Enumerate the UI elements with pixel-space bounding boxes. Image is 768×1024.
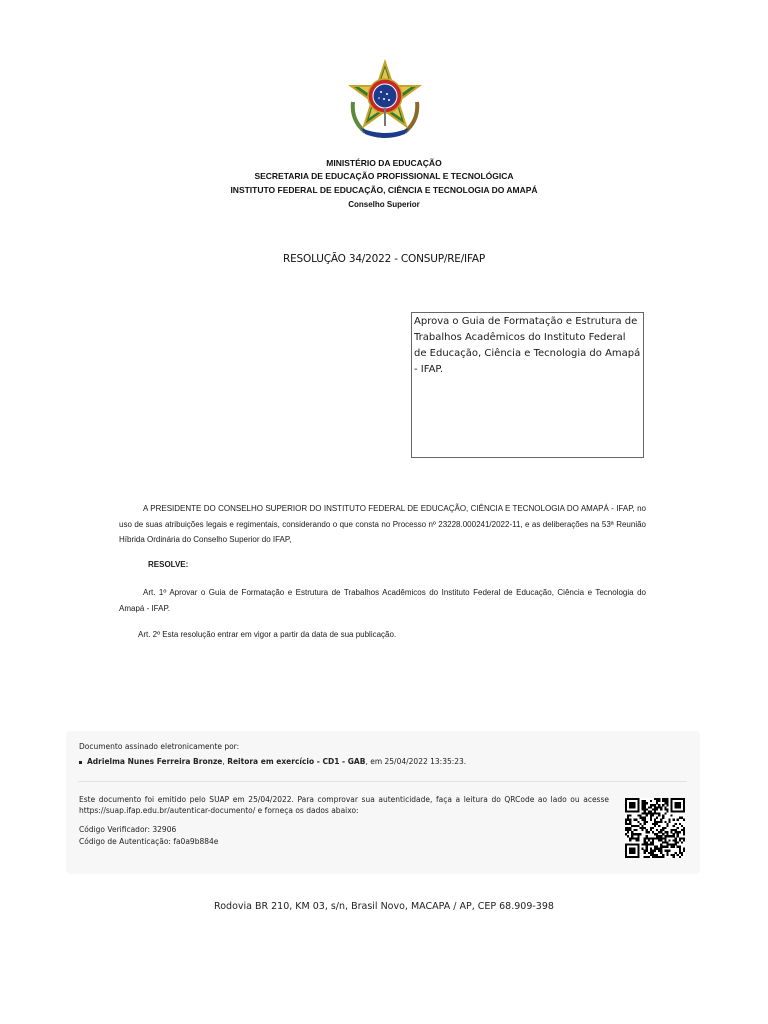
resolve-heading: RESOLVE: [148,560,189,569]
footer-address: Rodovia BR 210, KM 03, s/n, Brasil Novo, MACAPA / AP, CEP 68.909-398 [214,901,554,912]
qr-code-icon[interactable] [625,798,685,858]
authentication-code: Código de Autenticação: fa0a9b884e [79,837,219,846]
verifier-code: Código Verificador: 32906 [79,825,177,834]
brazil-coat-of-arms-icon [343,58,427,142]
article-2-paragraph: Art. 2º Esta resolução entrar em vigor a partir da data de sua publicação. [138,630,397,639]
signer-line: Adrielma Nunes Ferreira Bronze, Reitora em exercício - CD1 - GAB, em 25/04/2022 13:35:23. [79,757,466,766]
preamble-paragraph [119,501,646,548]
authentication-text: Este documento foi emitido pelo SUAP em 25/04/2022. Para comprovar sua autenticidade, faça a leitura do QRCode ao lado ou acesse https://suap.ifap.edu.br/autenticar-documento/ e forneça os dados abaixo: [79,795,609,815]
signature-divider [78,781,687,782]
institute-heading: INSTITUTO FEDERAL DE EDUCAÇÃO, CIÊNCIA E TECNOLOGIA DO AMAPÁ [230,185,538,195]
council-heading: Conselho Superior [348,200,420,209]
bullet-icon [79,761,82,764]
signature-label: Documento assinado eletronicamente por: [79,742,240,751]
signature-date: , em 25/04/2022 13:35:23. [365,757,467,766]
article-1-text: Art. 1º Aprovar o Guia de Formatação e Estrutura de Trabalhos Acadêmicos do Instituto Federal de Educação, Ciência e Tecnologia do Amapá - IFAP. [119,588,646,613]
article-1-paragraph [119,585,646,616]
preamble-text: A PRESIDENTE DO CONSELHO SUPERIOR DO INSTITUTO FEDERAL DE EDUCAÇÃO, CIÊNCIA E TECNOLOGIA DO AMAPÁ - IFAP, no uso de suas atribuições legais e regimentais, considerando o que consta no Processo nº 23228.000241/2022-11, e as deliberações na 53ª Reunião Híbrida Ordinária do Conselho Superior do IFAP, [119,504,646,544]
secretariat-heading: SECRETARIA DE EDUCAÇÃO PROFISSIONAL E TECNOLÓGICA [254,171,514,181]
ementa-box [411,312,644,458]
ementa-text: Aprova o Guia de Formatação e Estrutura de Trabalhos Acadêmicos do Instituto Federal de Educação, Ciência e Tecnologia do Amapá - IFAP. [414,316,641,375]
signer-name: Adrielma Nunes Ferreira Bronze [87,757,223,766]
ministry-heading: MINISTÉRIO DA EDUCAÇÃO [326,158,442,168]
resolution-title: RESOLUÇÃO 34/2022 - CONSUP/RE/IFAP [283,253,485,265]
signer-role: Reitora em exercício - CD1 - GAB [227,757,366,766]
